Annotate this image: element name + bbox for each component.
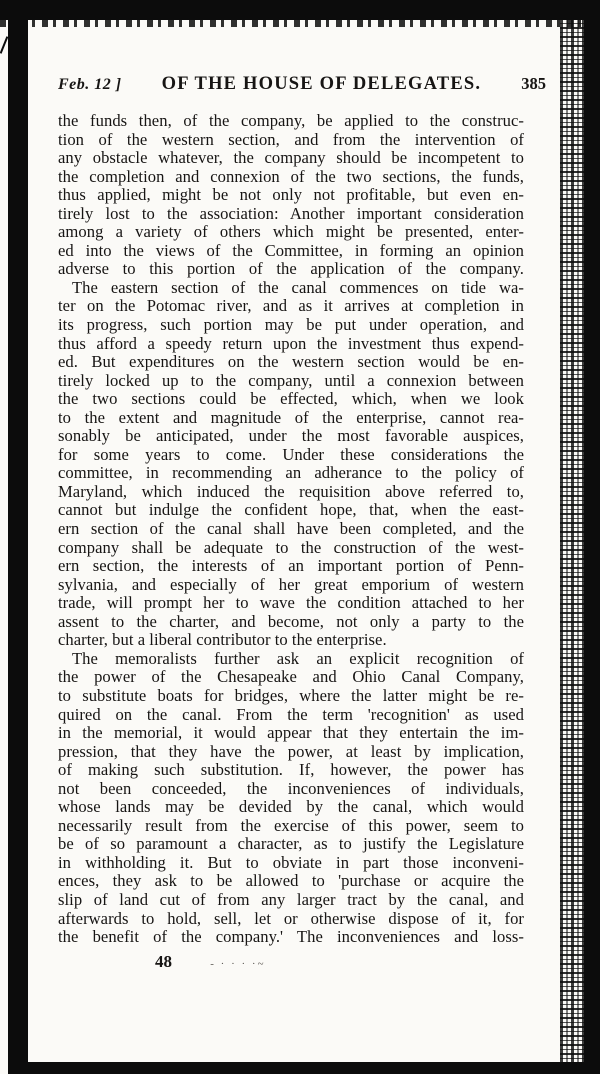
text-line: to substitute boats for bridges, where the latter might be re- [58, 685, 524, 705]
text-line: necessarily result from the exercise of this power, seem to [58, 815, 524, 835]
text-line: assent to the charter, and become, not only a party to the [58, 611, 524, 631]
scan-border-right [584, 0, 600, 1074]
text-line: ed. But expenditures on the western section would be en- [58, 352, 524, 372]
text-line: in withholding it. But to obviate in part those inconveni- [58, 852, 524, 872]
text-line: quired on the canal. From the term 'recognition' as used [58, 704, 524, 724]
scan-border-bottom [8, 1062, 600, 1074]
ink-smudge: - · · · ·~ [210, 958, 266, 970]
text-line: thus afford a speedy return upon the investment thus expend- [58, 333, 524, 353]
scan-binding-noise [560, 18, 584, 1064]
text-line: cannot but indulge the confident hope, that, when the east- [58, 500, 524, 520]
text-line: adverse to this portion of the application of the company. [58, 259, 524, 279]
text-line: slip of land cut of from any larger tract by the canal, and [58, 889, 524, 909]
text-line: tion of the western section, and from the intervention of [58, 129, 524, 149]
text-line: for some years to come. Under these considerations the [58, 444, 524, 464]
text-line: any obstacle whatever, the company should be incompetent to [58, 148, 524, 168]
text-line: tirely locked up to the company, until a connexion between [58, 370, 524, 390]
text-line: The eastern section of the canal commences on tide wa- [72, 277, 524, 297]
running-head [58, 74, 546, 95]
text-line: ences, they ask to be allowed to 'purchase or acquire the [58, 871, 524, 891]
scan-border-top-ragged-edge [0, 20, 600, 27]
text-line: company shall be adequate to the construction of the west- [58, 537, 524, 557]
header-date: Feb. 12 ] [58, 76, 122, 93]
text-line: ern section, the interests of an important portion of Penn- [58, 556, 524, 576]
text-line: in the memorial, it would appear that they entertain the im- [58, 723, 524, 743]
text-line: thus applied, might be not only not profitable, but even en- [58, 185, 524, 205]
scan-border-left [8, 0, 28, 1062]
text-line: trade, will prompt her to wave the condition attached to her [58, 593, 524, 613]
text-line: charter, but a liberal contributor to the enterprise. [58, 630, 387, 650]
text-line: sylvania, and especially of her great emporium of western [58, 574, 524, 594]
text-line: ern section of the canal shall have been completed, and the [58, 519, 524, 539]
text-line: ed into the views of the Committee, in forming an opinion [58, 240, 524, 260]
text-line: whose lands may be devided by the canal, which would [58, 797, 524, 817]
text-line: the benefit of the company.' The inconveniences and loss- [58, 927, 524, 947]
text-line: the funds then, of the company, be applied to the construc- [58, 111, 524, 130]
text-line: be of so paramount a character, as to justify the Legislature [58, 834, 524, 854]
text-line: the power of the Chesapeake and Ohio Canal Company, [58, 667, 524, 687]
text-line: sonably be anticipated, under the most favorable auspices, [58, 426, 524, 446]
signature-mark: 48 [155, 952, 172, 971]
text-line: Maryland, which induced the requisition above referred to, [58, 481, 524, 501]
header-title: OF THE HOUSE OF DELEGATES. [161, 74, 482, 94]
text-line: the completion and connexion of the two sections, the funds, [58, 166, 524, 186]
text-line: committee, in recommending an adherance to the policy of [58, 463, 524, 483]
signature-line [58, 952, 524, 972]
text-line: tirely lost to the association: Another important consideration [58, 203, 524, 223]
body-text-block [58, 112, 524, 947]
text-line: its progress, such portion may be put under operation, and [58, 315, 524, 335]
text-line: ter on the Potomac river, and as it arrives at completion in [58, 296, 524, 316]
header-page-number: 385 [521, 74, 546, 93]
text-line: pression, that they have the power, at least by implication, [58, 741, 524, 761]
text-line: not been conceeded, the inconveniences of individuals, [58, 778, 524, 798]
scan-border-top [0, 0, 600, 20]
text-line: The memoralists further ask an explicit recognition of [72, 648, 524, 668]
text-line: among a variety of others which might be presented, enter- [58, 222, 524, 242]
text-line: to the extent and magnitude of the enterprise, cannot rea- [58, 407, 524, 427]
text-line: the two sections could be effected, which, when we look [58, 389, 524, 409]
text-line: of making such substitution. If, however, the power has [58, 760, 524, 780]
text-line: afterwards to hold, sell, let or otherwise dispose of it, for [58, 908, 524, 928]
